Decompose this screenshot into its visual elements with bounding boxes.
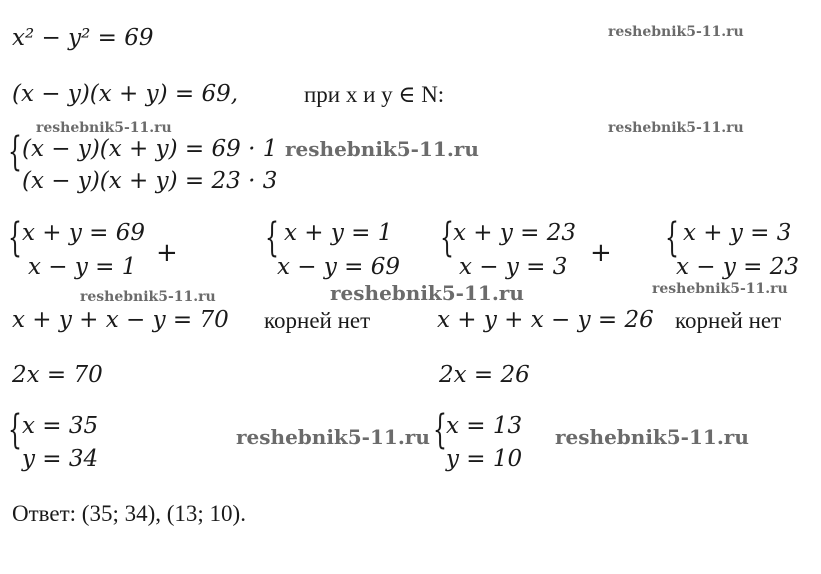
watermark: reshebnik5-11.ru [608, 120, 744, 136]
system-brace: { [8, 407, 22, 453]
system-brace: { [440, 215, 454, 261]
sys-a-line2: x − y = 1 [28, 254, 137, 280]
sys-d-line2: x − y = 23 [676, 254, 800, 280]
sys-c-line2: x − y = 3 [459, 254, 568, 280]
two-x-left: 2x = 70 [12, 362, 103, 388]
plus-sign: + [156, 238, 178, 268]
sys-b-line1: x + y = 1 [284, 220, 393, 246]
result-right-x: x = 13 [446, 413, 523, 439]
answer-line: Ответ: (35; 34), (13; 10). [12, 501, 246, 526]
sys-d-line1: x + y = 3 [683, 220, 792, 246]
system-brace: { [265, 215, 279, 261]
watermark: reshebnik5-11.ru [285, 137, 479, 161]
no-roots-1: корней нет [264, 308, 371, 333]
system-brace: { [433, 407, 447, 453]
watermark: reshebnik5-11.ru [555, 425, 749, 449]
two-x-right: 2x = 26 [439, 362, 530, 388]
sys-a-line1: x + y = 69 [22, 220, 146, 246]
sum-right: x + y + x − y = 26 [437, 307, 654, 333]
system1-line1: (x − y)(x + y) = 69 · 1 [22, 136, 278, 162]
watermark: reshebnik5-11.ru [652, 281, 788, 297]
system-brace: { [8, 215, 22, 261]
system-brace: { [8, 129, 22, 175]
result-right-y: y = 10 [446, 446, 523, 472]
sys-c-line1: x + y = 23 [453, 220, 577, 246]
condition-text: при x и y ∈ N: [304, 82, 445, 107]
equation-main: x² − y² = 69 [12, 25, 154, 51]
sum-left: x + y + x − y = 70 [12, 307, 229, 333]
system-brace: { [665, 215, 679, 261]
factored-equation: (x − y)(x + y) = 69, [12, 81, 239, 107]
watermark: reshebnik5-11.ru [608, 24, 744, 40]
watermark: reshebnik5-11.ru [36, 120, 172, 136]
plus-sign: + [590, 238, 612, 268]
no-roots-2: корней нет [675, 308, 782, 333]
system1-line2: (x − y)(x + y) = 23 · 3 [22, 168, 278, 194]
watermark: reshebnik5-11.ru [80, 289, 216, 305]
result-left-y: y = 34 [22, 446, 99, 472]
sys-b-line2: x − y = 69 [277, 254, 401, 280]
result-left-x: x = 35 [22, 413, 99, 439]
watermark: reshebnik5-11.ru [330, 281, 524, 305]
watermark: reshebnik5-11.ru [236, 425, 430, 449]
